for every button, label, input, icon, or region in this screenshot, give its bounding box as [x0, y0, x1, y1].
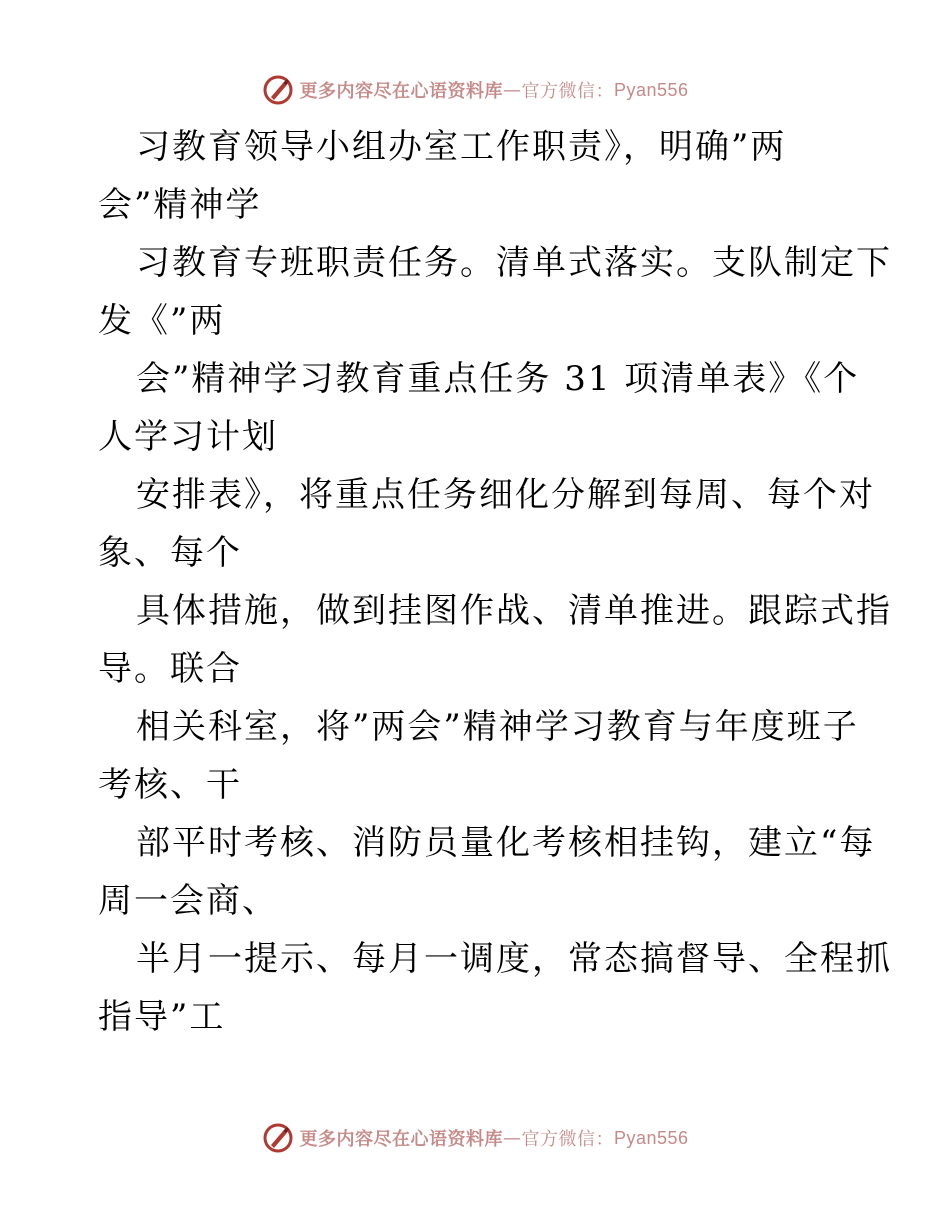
text-line: 相关科室，将”两会”精神学习教育与年度班子	[136, 707, 859, 747]
pen-logo-icon	[261, 73, 295, 107]
text-line: 半月一提示、每月一调度，常态搞督导、全程抓	[136, 939, 892, 979]
watermark-dash: —	[502, 1127, 522, 1149]
text-line: 周一会商、	[98, 881, 278, 921]
text-line: 象、每个	[98, 533, 242, 573]
footer-watermark	[0, 1118, 950, 1158]
watermark-wechat-label: 官方微信：	[521, 81, 614, 102]
header-watermark	[0, 70, 950, 110]
text-line: 部平时考核、消防员量化考核相挂钩，建立“每	[136, 823, 876, 863]
text-line: 会”精神学习教育重点任务 31 项清单表》《个	[136, 359, 860, 399]
watermark-brand: 更多内容尽在心语资料库	[299, 81, 503, 102]
text-line: 人学习计划	[98, 417, 278, 457]
text-line: 具体措施，做到挂图作战、清单推进。跟踪式指	[136, 591, 892, 631]
text-line: 导。联合	[98, 649, 242, 689]
watermark-wechat-id: Pyan556	[613, 79, 689, 100]
text-line: 习教育领导小组办室工作职责》，明确”两	[136, 127, 787, 167]
text-line: 安排表》，将重点任务细化分解到每周、每个对	[136, 475, 875, 515]
text-line: 指导”工	[98, 997, 226, 1037]
text-line: 习教育专班职责任务。清单式落实。支队制定下	[136, 243, 892, 283]
text-line: 发《”两	[98, 301, 226, 341]
watermark-wechat-label: 官方微信：	[521, 1129, 614, 1150]
document-body	[98, 118, 892, 1046]
watermark-wechat-id: Pyan556	[613, 1127, 689, 1148]
pen-logo-icon	[261, 1121, 295, 1155]
watermark-brand: 更多内容尽在心语资料库	[299, 1129, 503, 1150]
watermark-dash: —	[502, 79, 522, 101]
text-line: 考核、干	[98, 765, 242, 805]
text-line: 会”精神学	[98, 185, 262, 225]
